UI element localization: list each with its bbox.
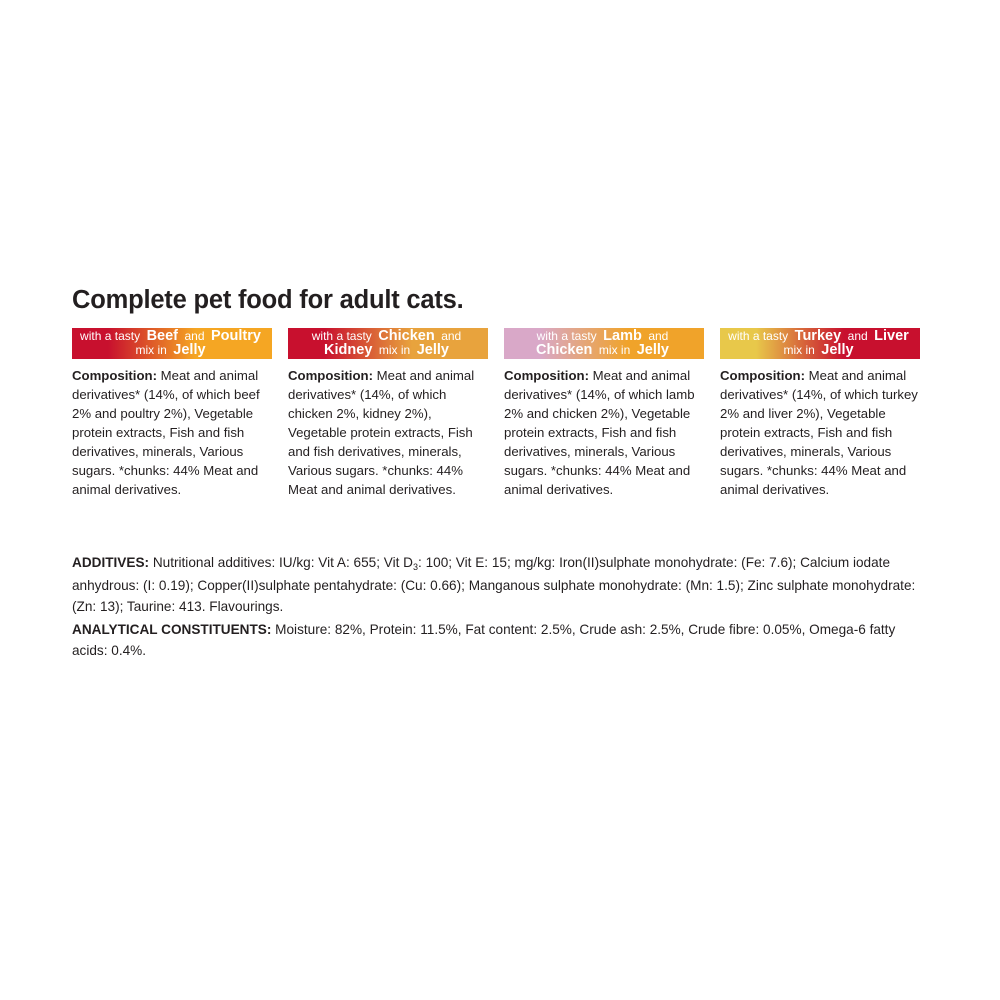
composition-body: Meat and animal derivatives* (14%, of which chicken 2%, kidney 2%), Vegetable protein extracts, Fish and fish derivatives, minerals, Various sugars. *chunks: 44% Meat and animal derivatives. bbox=[288, 368, 475, 498]
banner-jelly: Jelly bbox=[416, 341, 449, 358]
banner-mix-in: mix in bbox=[135, 342, 167, 357]
composition-label: Composition: bbox=[720, 368, 805, 384]
variant-card-lamb-chicken bbox=[504, 328, 704, 499]
nutrition-info bbox=[72, 552, 932, 661]
flavour-banner bbox=[288, 328, 488, 359]
banner-prefix: with a tasty bbox=[728, 329, 789, 344]
banner-and: and bbox=[184, 329, 205, 344]
composition-text bbox=[504, 366, 704, 499]
page-title: Complete pet food for adult cats. bbox=[72, 286, 464, 314]
composition-body: Meat and animal derivatives* (14%, of which turkey 2% and liver 2%), Vegetable protein extracts, Fish and fish derivatives, minerals, Various sugars. *chunks: 44% Meat and animal derivatives. bbox=[720, 368, 918, 498]
pet-food-label-panel bbox=[72, 286, 932, 663]
banner-jelly: Jelly bbox=[636, 341, 669, 358]
composition-label: Composition: bbox=[288, 368, 373, 384]
analytical-paragraph bbox=[72, 619, 932, 661]
banner-flavour-1: Turkey bbox=[794, 328, 842, 345]
variant-card-chicken-kidney bbox=[288, 328, 488, 499]
banner-prefix: with a tasty bbox=[536, 329, 597, 344]
additives-subscript: 3 bbox=[413, 562, 419, 573]
banner-prefix: with a tasty bbox=[311, 329, 372, 344]
composition-label: Composition: bbox=[72, 368, 157, 384]
banner-flavour-1: Lamb bbox=[603, 328, 642, 345]
flavour-banner bbox=[720, 328, 920, 359]
banner-mix-in: mix in bbox=[378, 342, 411, 357]
banner-and: and bbox=[648, 329, 669, 344]
composition-text bbox=[72, 366, 272, 499]
additives-text-1: Nutritional additives: IU/kg: Vit A: 655; Vit D bbox=[149, 555, 413, 571]
flavour-banner bbox=[72, 328, 272, 359]
additives-paragraph bbox=[72, 552, 932, 617]
flavour-banner-text bbox=[72, 330, 272, 357]
additives-label: ADDITIVES: bbox=[72, 555, 150, 571]
flavour-banner-text bbox=[288, 330, 488, 357]
banner-flavour-1: Chicken bbox=[378, 328, 435, 345]
banner-and: and bbox=[847, 329, 868, 344]
banner-jelly: Jelly bbox=[821, 341, 854, 358]
banner-flavour-2: Kidney bbox=[324, 341, 373, 358]
banner-mix-in: mix in bbox=[783, 342, 815, 357]
flavour-banner-text bbox=[504, 330, 704, 357]
variant-list bbox=[72, 328, 932, 499]
banner-flavour-2: Poultry bbox=[211, 328, 261, 345]
analytical-text: Moisture: 82%, Protein: 11.5%, Fat content: 2.5%, Crude ash: 2.5%, Crude fibre: 0.05%, Omega-6 fatty acids: 0.4%. bbox=[72, 622, 896, 659]
banner-flavour-2: Chicken bbox=[536, 341, 593, 358]
composition-body: Meat and animal derivatives* (14%, of which lamb 2% and chicken 2%), Vegetable protein extracts, Fish and fish derivatives, minerals, Various sugars. *chunks: 44% Meat and animal derivatives. bbox=[504, 368, 695, 498]
banner-and: and bbox=[441, 329, 462, 344]
banner-jelly: Jelly bbox=[173, 341, 206, 358]
composition-label: Composition: bbox=[504, 368, 589, 384]
banner-flavour-1: Beef bbox=[146, 328, 178, 345]
variant-card-turkey-liver bbox=[720, 328, 920, 499]
composition-text bbox=[720, 366, 920, 499]
flavour-banner-text bbox=[720, 330, 920, 357]
banner-flavour-2: Liver bbox=[874, 328, 909, 345]
flavour-banner bbox=[504, 328, 704, 359]
composition-text bbox=[288, 366, 488, 499]
banner-prefix: with a tasty bbox=[80, 329, 141, 344]
variant-card-beef-poultry bbox=[72, 328, 272, 499]
additives-text-2: : 100; Vit E: 15; mg/kg: Iron(II)sulphate monohydrate: (Fe: 7.6); Calcium iodate anhydrous: (I: 0.19); Copper(II)sulphate pentahydrate: (Cu: 0.66); Manganous sulphate monohydrate: (Mn: 1.5); Zinc sulphate monohydrate: (Zn: 13); Taurine: 413. Flavourings. bbox=[72, 555, 916, 615]
banner-mix-in: mix in bbox=[598, 342, 631, 357]
analytical-label: ANALYTICAL CONSTITUENTS: bbox=[72, 622, 272, 638]
composition-body: Meat and animal derivatives* (14%, of which beef 2% and poultry 2%), Vegetable protein extracts, Fish and fish derivatives, minerals, Various sugars. *chunks: 44% Meat and animal derivatives. bbox=[72, 368, 260, 498]
